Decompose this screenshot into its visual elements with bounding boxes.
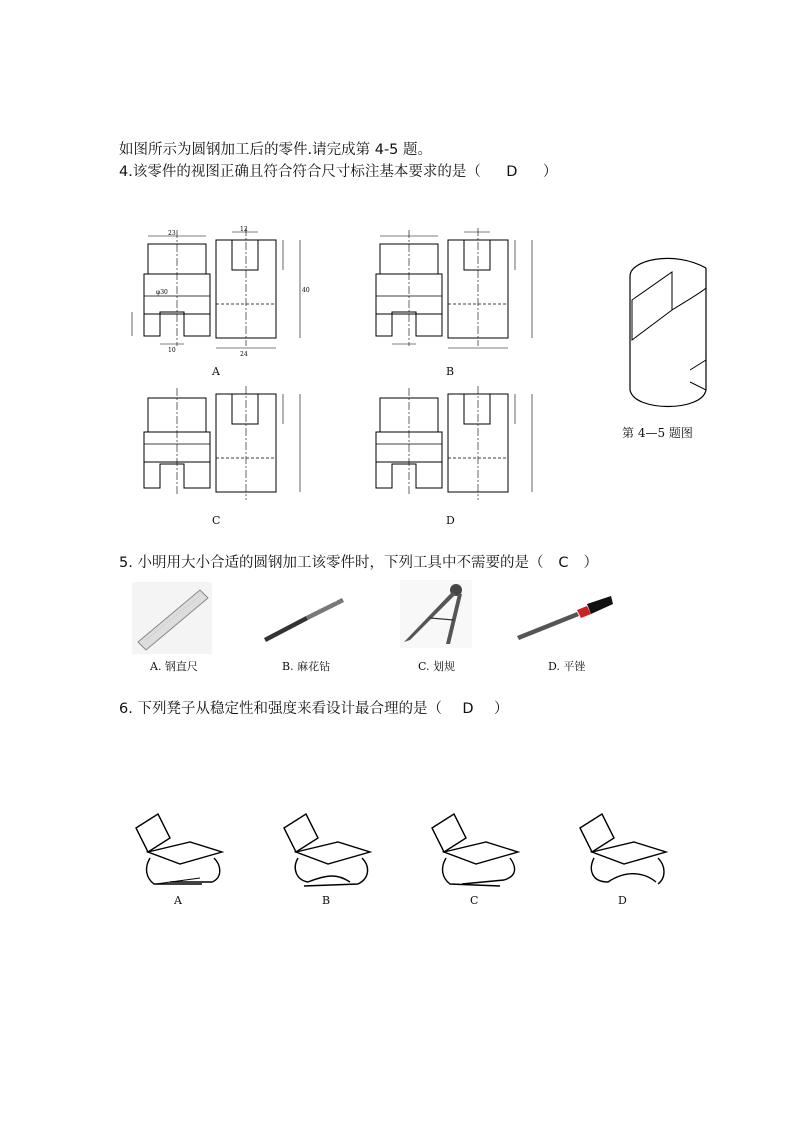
stool-b-label: B <box>322 894 331 907</box>
q4-option-b-label: B <box>446 365 455 378</box>
question-6-close: ） <box>493 701 509 717</box>
q4-option-c-label: C <box>212 514 221 527</box>
dim-phi30: φ30 <box>156 289 168 296</box>
stool-c-label: C <box>470 894 479 907</box>
tool-c-label: C. 划规 <box>418 660 456 673</box>
dim-12: 12 <box>240 226 248 233</box>
question-6 <box>119 697 508 718</box>
stool-a-label: A <box>174 894 182 907</box>
stool-option-d-image <box>574 808 672 890</box>
question-6-answer: D <box>462 701 474 717</box>
dim-24: 24 <box>240 351 248 358</box>
part-figure-caption: 第 4—5 题图 <box>622 426 693 440</box>
question-6-text: 6. 下列凳子从稳定性和强度来看设计最合理的是（ <box>119 701 442 717</box>
question-4 <box>119 160 557 181</box>
q4-option-b-drawing <box>360 226 540 366</box>
question-4-close: ） <box>542 164 558 180</box>
tool-d-label: D. 平锉 <box>548 660 586 673</box>
question-4-text: 4.该零件的视图正确且符合符合尺寸标注基本要求的是（ <box>119 164 481 180</box>
q4-option-d-label: D <box>446 514 455 527</box>
q4-option-d-drawing <box>360 384 540 514</box>
stool-option-a-image <box>130 808 228 890</box>
stool-d-label: D <box>618 894 627 907</box>
stool-option-b-image <box>278 808 376 890</box>
tool-twist-drill-image <box>262 594 344 642</box>
dim-40: 40 <box>302 287 310 294</box>
question-5-answer: C <box>558 555 569 571</box>
tool-a-label: A. 钢直尺 <box>150 660 198 673</box>
q4-option-a-drawing <box>128 226 308 366</box>
dim-23: 23 <box>168 230 176 237</box>
tool-flat-file-image <box>515 594 613 642</box>
tool-b-label: B. 麻花钻 <box>282 660 331 673</box>
question-5 <box>119 551 598 572</box>
q4-option-c-drawing <box>128 384 308 514</box>
tool-steel-ruler-image <box>132 582 212 654</box>
question-5-close: ） <box>583 555 598 571</box>
stool-option-c-image <box>426 808 524 890</box>
tool-divider-image <box>400 580 472 648</box>
intro-text: 如图所示为圆钢加工后的零件.请完成第 4-5 题。 <box>119 142 433 158</box>
part-3d-figure <box>610 240 730 420</box>
question-4-answer: D <box>506 164 518 180</box>
q4-option-a-label: A <box>212 365 220 378</box>
dim-10: 10 <box>168 347 176 354</box>
question-5-text: 5. 小明用大小合适的圆钢加工该零件时，下列工具中不需要的是（ <box>119 555 544 571</box>
